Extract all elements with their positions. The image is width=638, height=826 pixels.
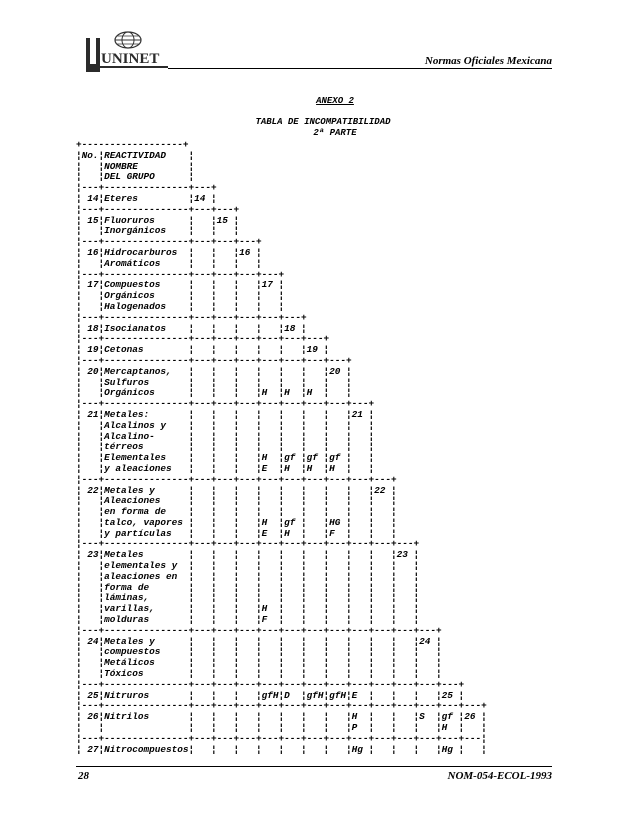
table-line: ¦ ¦Orgánicos ¦ ¦ ¦ ¦H ¦H ¦H ¦ ¦ (76, 387, 352, 399)
table-line: ¦ ¦Aleaciones ¦ ¦ ¦ ¦ ¦ ¦ ¦ ¦ ¦ ¦ (76, 495, 397, 507)
table-line: ¦ ¦Tóxicos ¦ ¦ ¦ ¦ ¦ ¦ ¦ ¦ ¦ ¦ ¦ ¦ (76, 668, 442, 680)
table-line: ¦ 22¦Metales y ¦ ¦ ¦ ¦ ¦ ¦ ¦ ¦ ¦22 ¦ (76, 484, 397, 496)
table-line: ¦ ¦y aleaciones ¦ ¦ ¦ ¦E ¦H ¦H ¦H ¦ ¦ (76, 462, 375, 474)
table-line: ¦ 20¦Mercaptanos, ¦ ¦ ¦ ¦ ¦ ¦ ¦20 ¦ (76, 365, 352, 377)
table-line: ¦---+---------------+---+---+---+---+---+---+---+---+---+---+---+ (76, 624, 442, 636)
table-line: ¦---+---------------+---+---+---+---+---+---+ (76, 333, 330, 345)
table-line: ¦ ¦forma de ¦ ¦ ¦ ¦ ¦ ¦ ¦ ¦ ¦ ¦ ¦ (76, 581, 420, 593)
table-line: ¦---+---------------+---+---+---+---+---+ (76, 311, 307, 323)
table-line: ¦ 14¦Eteres ¦14 ¦ (76, 192, 217, 204)
standard-code: NOM-054-ECOL-1993 (447, 770, 552, 782)
table-line: ¦ ¦Alcalinos y ¦ ¦ ¦ ¦ ¦ ¦ ¦ ¦ ¦ (76, 419, 375, 431)
table-line: ¦---+---------------+---+---+---+---+---+---+---+---+---+---+---+---+ (76, 678, 465, 690)
table-line: ¦ ¦Alcalino- ¦ ¦ ¦ ¦ ¦ ¦ ¦ ¦ ¦ (76, 430, 375, 442)
table-line: ¦ ¦Halogenados ¦ ¦ ¦ ¦ ¦ (76, 300, 285, 312)
part-label: 2ª PARTE (313, 128, 357, 138)
footer-rule (76, 766, 552, 767)
table-line: ¦ 21¦Metales: ¦ ¦ ¦ ¦ ¦ ¦ ¦ ¦21 ¦ (76, 408, 375, 420)
table-line: ¦ 15¦Fluoruros ¦ ¦15 ¦ (76, 214, 240, 226)
table-line: ¦ ¦DEL GRUPO ¦ (76, 171, 195, 183)
table-line: ¦ ¦aleaciones en ¦ ¦ ¦ ¦ ¦ ¦ ¦ ¦ ¦ ¦ ¦ (76, 570, 420, 582)
table-line: ¦---+---------------+---+---+---+---+ (76, 268, 285, 280)
table-line: ¦---+---------------+---+---+ (76, 203, 240, 215)
table-line: ¦ ¦térreos ¦ ¦ ¦ ¦ ¦ ¦ ¦ ¦ ¦ (76, 441, 375, 453)
table-line: ¦---+---------------+---+---+---+---+---+---+---+---+---+---+---+---+---+ (76, 700, 487, 712)
table-line: ¦No.¦REACTIVIDAD ¦ (76, 149, 195, 161)
table-line: ¦---+---------------+---+---+---+---+---+---+---+---+ (76, 398, 375, 410)
table-line: ¦ ¦compuestos ¦ ¦ ¦ ¦ ¦ ¦ ¦ ¦ ¦ ¦ ¦ ¦ (76, 646, 442, 658)
table-line: ¦ ¦varillas, ¦ ¦ ¦ ¦H ¦ ¦ ¦ ¦ ¦ ¦ ¦ (76, 603, 420, 615)
incompatibility-table (76, 140, 487, 755)
table-line: ¦ 27¦Nitrocompuestos¦ ¦ ¦ ¦ ¦ ¦ ¦ ¦Hg ¦ ¦ ¦ ¦Hg ¦ ¦ (76, 743, 487, 755)
table-line: ¦ ¦Aromáticos ¦ ¦ ¦ ¦ (76, 257, 262, 269)
table-line: ¦ 19¦Cetonas ¦ ¦ ¦ ¦ ¦ ¦19 ¦ (76, 344, 330, 356)
table-line: ¦ ¦láminas, ¦ ¦ ¦ ¦ ¦ ¦ ¦ ¦ ¦ ¦ ¦ (76, 592, 420, 604)
uninet-logo (86, 30, 168, 74)
table-line: ¦ ¦y partículas ¦ ¦ ¦ ¦E ¦H ¦ ¦F ¦ ¦ ¦ (76, 527, 397, 539)
table-line: ¦ ¦Metálicos ¦ ¦ ¦ ¦ ¦ ¦ ¦ ¦ ¦ ¦ ¦ ¦ (76, 657, 442, 669)
table-line: ¦ 16¦Hidrocarburos ¦ ¦ ¦16 ¦ (76, 246, 262, 258)
table-line: ¦ ¦elementales y ¦ ¦ ¦ ¦ ¦ ¦ ¦ ¦ ¦ ¦ ¦ (76, 560, 420, 572)
table-line: ¦ ¦Inorgánicos ¦ ¦ ¦ (76, 225, 240, 237)
logo-wordmark: UNINET (101, 51, 160, 67)
header-rule (168, 68, 552, 69)
table-line: ¦ ¦en forma de ¦ ¦ ¦ ¦ ¦ ¦ ¦ ¦ ¦ ¦ (76, 506, 397, 518)
header-title: Normas Oficiales Mexicana (424, 55, 552, 67)
table-line: ¦ ¦Sulfuros ¦ ¦ ¦ ¦ ¦ ¦ ¦ ¦ (76, 376, 352, 388)
table-line: ¦---+---------------+---+---+---+ (76, 236, 262, 248)
table-line: +------------------+ (76, 139, 189, 150)
table-title: TABLA DE INCOMPATIBILIDAD (255, 117, 391, 127)
table-line: ¦ 18¦Isocianatos ¦ ¦ ¦ ¦ ¦18 ¦ (76, 322, 307, 334)
table-line: ¦---+---------------+---+---+---+---+---+---+---+---+---+ (76, 473, 397, 485)
table-line: ¦ 26¦Nitrilos ¦ ¦ ¦ ¦ ¦ ¦ ¦ ¦H ¦ ¦ ¦S ¦gf ¦26 ¦ (76, 711, 487, 723)
table-line: ¦---+---------------+---+ (76, 182, 217, 194)
table-line: ¦ ¦molduras ¦ ¦ ¦ ¦F ¦ ¦ ¦ ¦ ¦ ¦ ¦ (76, 614, 420, 626)
annex-label: ANEXO 2 (316, 96, 354, 106)
table-line: ¦ ¦Elementales ¦ ¦ ¦ ¦H ¦gf ¦gf ¦gf ¦ ¦ (76, 452, 375, 464)
page-number: 28 (78, 770, 89, 782)
table-line: ¦ 24¦Metales y ¦ ¦ ¦ ¦ ¦ ¦ ¦ ¦ ¦ ¦ ¦24 ¦ (76, 635, 442, 647)
table-line: ¦ 25¦Nitruros ¦ ¦ ¦ ¦gfH¦D ¦gfH¦gfH¦E ¦ ¦ ¦ ¦25 ¦ (76, 689, 465, 701)
table-line: ¦ ¦NOMBRE ¦ (76, 160, 195, 172)
table-line: ¦---+---------------+---+---+---+---+---+---+---+ (76, 354, 352, 366)
table-line: ¦ ¦ ¦ ¦ ¦ ¦ ¦ ¦ ¦ ¦P ¦ ¦ ¦ ¦H ¦ ¦ (76, 722, 487, 734)
uninet-logo-graphic (86, 30, 168, 74)
table-line: ¦---+---------------+---+---+---+---+---+---+---+---+---+---+---+---+---¦ (76, 732, 487, 744)
table-line: ¦---+---------------+---+---+---+---+---+---+---+---+---+---+ (76, 538, 420, 550)
table-line: ¦ ¦Orgánicos ¦ ¦ ¦ ¦ ¦ (76, 290, 285, 302)
table-line: ¦ 23¦Metales ¦ ¦ ¦ ¦ ¦ ¦ ¦ ¦ ¦ ¦23 ¦ (76, 549, 420, 561)
table-line: ¦ ¦talco, vapores ¦ ¦ ¦ ¦H ¦gf ¦ ¦HG ¦ ¦ ¦ (76, 516, 397, 528)
table-line: ¦ 17¦Compuestos ¦ ¦ ¦ ¦17 ¦ (76, 279, 285, 291)
